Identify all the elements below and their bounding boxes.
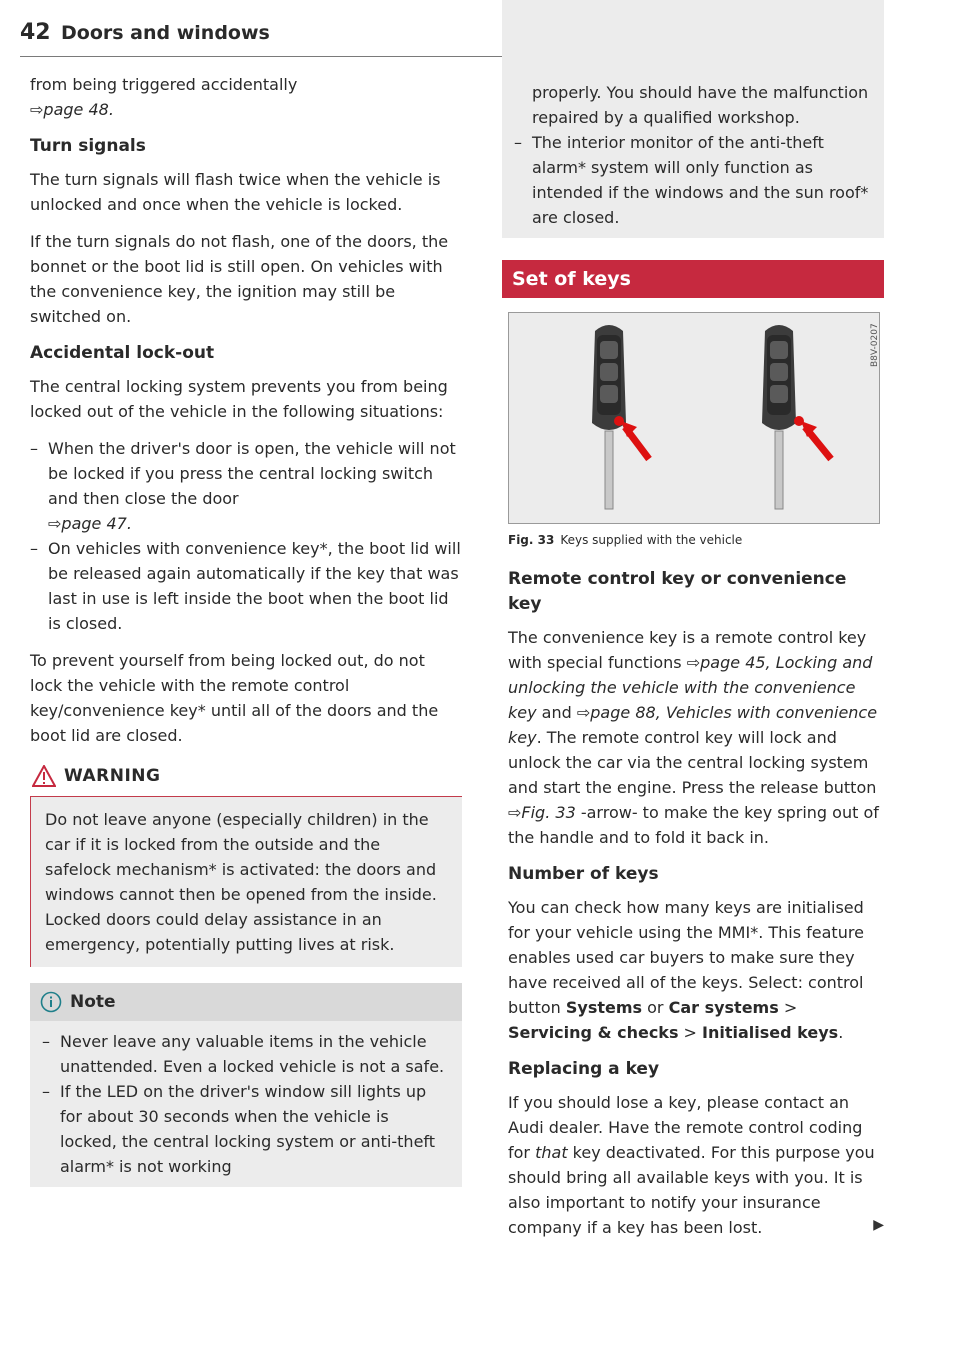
page-number: 42 [20, 20, 51, 45]
right-column [508, 72, 884, 1252]
list-item: – The interior monitor of the anti-theft alarm* system will only function as intended if the windows and the sun roof* are closed. [514, 130, 872, 230]
page-ref-link[interactable]: ⇨page 48. [30, 100, 114, 119]
left-column [30, 72, 462, 1187]
arrow-right-icon: ⇨ [508, 803, 522, 822]
list-item: – If the LED on the driver's window sill lights up for about 30 seconds when the vehicle is locked, the central locking system or anti-theft alarm* is not working [42, 1079, 450, 1179]
list-item: – On vehicles with convenience key*, the boot lid will be released again automatically if the key that was last in use is left inside the boot when the boot lid is closed. [30, 536, 462, 636]
paragraph: If you should lose a key, please contact an Audi dealer. Have the remote control coding for that key deactivated. For this purpose you should bring all available keys with you. It is also important to notify your insurance company if a key has been lost. ▶ [508, 1093, 884, 1237]
page-ref-link[interactable]: ⇨page 45, Locking and unlocking the vehicle with the convenience key [508, 653, 873, 722]
list-item: – When the driver's door is open, the vehicle will not be locked if you press the central locking switch and then close the door ⇨page 47. [30, 436, 462, 536]
warning-text: Do not leave anyone (especially children) in the car if it is locked from the outside and the safelock mechanism* is activated: the doors and windows cannot then be opened from the inside. Locked doors could delay assistance in an emergency, potentially putting lives at risk. [30, 797, 462, 967]
heading-remote-control-key: Remote control key or convenience key [508, 569, 847, 614]
keys-illustration [509, 313, 879, 523]
continue-arrow-icon: ▶ [873, 1217, 884, 1233]
key-left [592, 325, 649, 509]
figure-caption: Fig. 33 Keys supplied with the vehicle [508, 533, 743, 547]
chapter-title: Doors and windows [61, 22, 270, 44]
lockout-list [30, 436, 462, 636]
key-right [762, 325, 831, 509]
keys-figure [508, 312, 880, 524]
note-title: Note [70, 991, 116, 1012]
note-header [30, 983, 462, 1021]
arrow-right-icon: ⇨ [30, 100, 44, 119]
note-body [30, 1021, 462, 1187]
heading-number-of-keys: Number of keys [508, 864, 659, 884]
paragraph: The central locking system prevents you from being locked out of the vehicle in the following situations: [30, 377, 448, 421]
page-ref-link[interactable]: ⇨page 47. [48, 514, 132, 533]
figure-ref-link[interactable]: ⇨Fig. 33 [508, 803, 576, 822]
heading-accidental-lockout: Accidental lock-out [30, 343, 215, 363]
heading-replacing-a-key: Replacing a key [508, 1059, 660, 1079]
warning-box [30, 760, 462, 967]
list-item: – Never leave any valuable items in the vehicle unattended. Even a locked vehicle is not a safe. [42, 1029, 450, 1079]
heading-turn-signals: Turn signals [30, 136, 146, 156]
note-continuation [502, 0, 884, 238]
note-box [30, 983, 462, 1187]
warning-title: WARNING [64, 765, 161, 786]
paragraph: You can check how many keys are initialised for your vehicle using the MMI*. This feature enables used car buyers to make sure they have received all of the keys. Select: control button Systems or Car systems > Servicing & checks > Initialised keys. [508, 898, 864, 1042]
section-title-bar: Set of keys [502, 260, 884, 298]
paragraph: To prevent yourself from being locked out, do not lock the vehicle with the remote control key/convenience key* until all of the doors and the boot lid are closed. [30, 651, 439, 745]
arrow-right-icon: ⇨ [48, 514, 62, 533]
info-icon [40, 991, 62, 1013]
paragraph: The turn signals will flash twice when the vehicle is unlocked and once when the vehicle is locked. [30, 170, 441, 214]
paragraph: The convenience key is a remote control key with special functions ⇨page 45, Locking and unlocking the vehicle with the convenience key and ⇨page 88, Vehicles with convenience key. The remote control key will lock and unlock the car via the central locking system and start the engine. Press the release button ⇨Fig. 33 -arrow- to make the key spring out of the handle and to fold it back in. [508, 628, 879, 847]
arrow-right-icon: ⇨ [576, 703, 591, 722]
warning-header [30, 760, 462, 797]
paragraph: properly. You should have the malfunction repaired by a qualified workshop. [532, 83, 869, 127]
paragraph: If the turn signals do not flash, one of the doors, the bonnet or the boot lid is still open. On vehicles with the convenience key, the ignition may still be switched on. [30, 232, 449, 326]
warning-triangle-icon [32, 765, 56, 787]
intro-paragraph: from being triggered accidentally ⇨page 48. [30, 75, 298, 119]
figure-code: B8V-0207 [870, 323, 880, 367]
arrow-right-icon: ⇨ [686, 653, 701, 672]
page-ref-link[interactable]: ⇨page 88, Vehicles with convenience key [508, 703, 878, 747]
